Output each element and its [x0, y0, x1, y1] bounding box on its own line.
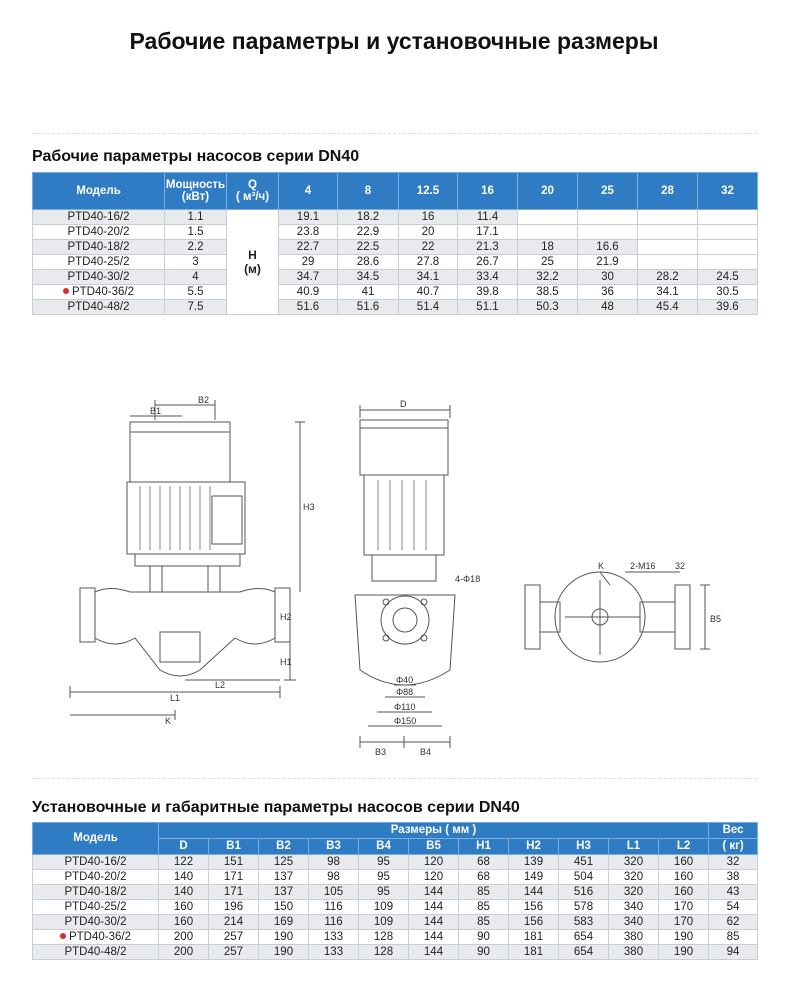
dimension-cell: 340: [609, 900, 659, 915]
dim-col-header: H1: [459, 839, 509, 855]
head-value-cell: 21.3: [458, 240, 518, 255]
model-name: PTD40-18/2: [64, 885, 127, 898]
head-value-cell: 19.1: [279, 210, 338, 225]
dimension-cell: 170: [659, 915, 709, 930]
power-cell: 7.5: [165, 300, 227, 315]
highlight-dot-icon: [63, 288, 69, 294]
col-model-header: Модель: [33, 173, 165, 210]
table-row: [33, 210, 758, 225]
head-value-cell: 34.1: [638, 285, 698, 300]
dim-d110: Φ110: [394, 702, 416, 712]
col-model-header: Модель: [33, 823, 159, 855]
head-value-cell: 21.9: [578, 255, 638, 270]
dim-b4: B4: [420, 747, 432, 757]
dim-col-header: L2: [659, 839, 709, 855]
model-name: PTD40-30/2: [67, 270, 130, 283]
dimension-cell: 38: [709, 870, 758, 885]
col-q-header: [227, 173, 279, 210]
model-cell: [33, 945, 159, 960]
dim-col-header: H2: [509, 839, 559, 855]
head-value-cell: 48: [578, 300, 638, 315]
table-row: [33, 885, 758, 900]
table-row: [33, 255, 758, 270]
flow-header: 8: [338, 173, 399, 210]
dimension-cell: 156: [509, 915, 559, 930]
head-unit: (м): [244, 262, 261, 276]
dimension-cell: 654: [559, 945, 609, 960]
dim-col-header: B2: [259, 839, 309, 855]
head-value-cell: 51.6: [338, 300, 399, 315]
dimension-cell: 320: [609, 885, 659, 900]
dim-bolts: 4-Φ18: [455, 574, 481, 584]
dimension-cell: 320: [609, 855, 659, 870]
dim-d: D: [400, 399, 407, 409]
head-value-cell: 39.8: [458, 285, 518, 300]
dimension-cell: 196: [209, 900, 259, 915]
dimension-cell: 654: [559, 930, 609, 945]
dimension-cell: 54: [709, 900, 758, 915]
dimension-cell: 149: [509, 870, 559, 885]
inlet-flange: [80, 588, 95, 642]
head-value-cell: 34.7: [279, 270, 338, 285]
model-name: PTD40-36/2: [68, 930, 131, 943]
model-cell: [33, 885, 159, 900]
dimension-cell: 200: [159, 945, 209, 960]
head-value-cell: 28.6: [338, 255, 399, 270]
dimension-cell: 133: [309, 930, 359, 945]
table-row: [33, 240, 758, 255]
dimension-cell: 160: [159, 900, 209, 915]
dimension-cell: 200: [159, 930, 209, 945]
dim-b2: B2: [198, 395, 210, 405]
weight-unit-header: ( кг): [709, 839, 758, 855]
head-value-cell: [638, 225, 698, 240]
head-value-cell: 51.1: [458, 300, 518, 315]
head-value-cell: [698, 255, 758, 270]
dim-l1: L1: [170, 693, 181, 703]
dimension-cell: 150: [259, 900, 309, 915]
table-row: [33, 915, 758, 930]
model-name: PTD40-16/2: [64, 855, 127, 868]
dimension-cell: 190: [259, 930, 309, 945]
dimension-cell: 85: [709, 930, 758, 945]
dimension-cell: 151: [209, 855, 259, 870]
dimension-cell: 105: [309, 885, 359, 900]
head-value-cell: [698, 225, 758, 240]
head-value-cell: 24.5: [698, 270, 758, 285]
dimension-cell: 43: [709, 885, 758, 900]
power-label: Мощность: [165, 178, 226, 191]
top-outlet-flange: [675, 585, 690, 649]
dimension-cell: 257: [209, 930, 259, 945]
dimension-cell: 257: [209, 945, 259, 960]
dimension-cell: 144: [409, 915, 459, 930]
dimension-cell: 139: [509, 855, 559, 870]
head-value-cell: 40.9: [279, 285, 338, 300]
dim-h1: H1: [280, 657, 292, 667]
dimension-cell: 380: [609, 945, 659, 960]
dimension-cell: 128: [359, 945, 409, 960]
head-value-cell: [578, 225, 638, 240]
dim-b1: B1: [150, 406, 162, 416]
dimension-cell: 190: [659, 945, 709, 960]
dimension-cell: 98: [309, 870, 359, 885]
head-value-cell: 41: [338, 285, 399, 300]
dim-col-header: H3: [559, 839, 609, 855]
dim-col-header: L1: [609, 839, 659, 855]
motor-fan-cover: [130, 422, 230, 482]
dimension-cell: 122: [159, 855, 209, 870]
model-cell: [33, 210, 165, 225]
dimension-cell: 68: [459, 870, 509, 885]
model-name: PTD40-20/2: [67, 225, 130, 238]
head-value-cell: 25: [518, 255, 578, 270]
head-value-cell: 45.4: [638, 300, 698, 315]
performance-table-title: Рабочие параметры насосов серии DN40: [32, 148, 360, 165]
col-power-header: [165, 173, 227, 210]
model-cell: [33, 285, 165, 300]
model-name: PTD40-25/2: [64, 900, 127, 913]
dimension-cell: 140: [159, 870, 209, 885]
dimension-cell: 85: [459, 885, 509, 900]
table-row: [33, 855, 758, 870]
front-motor-body: [364, 475, 444, 555]
dimension-cell: 144: [409, 930, 459, 945]
dimension-cell: 95: [359, 855, 409, 870]
dimension-cell: 583: [559, 915, 609, 930]
dimensions-table: [32, 822, 758, 960]
table-row: [33, 300, 758, 315]
dim-32: 32: [675, 561, 686, 571]
head-value-cell: 33.4: [458, 270, 518, 285]
dim-col-header: B5: [409, 839, 459, 855]
dimension-cell: 140: [159, 885, 209, 900]
head-value-cell: 22.9: [338, 225, 399, 240]
dimension-cell: 128: [359, 930, 409, 945]
dimension-cell: 181: [509, 930, 559, 945]
table-row: [33, 900, 758, 915]
dim-col-header: B4: [359, 839, 409, 855]
head-value-cell: 20: [399, 225, 458, 240]
dimension-cell: 160: [159, 915, 209, 930]
dim-d88: Φ88: [396, 687, 414, 697]
divider: [32, 778, 757, 779]
coupling-bracket: [150, 566, 220, 592]
table-row: [33, 225, 758, 240]
head-value-cell: 51.6: [279, 300, 338, 315]
head-value-cell: [698, 240, 758, 255]
table-row: [33, 285, 758, 300]
dimension-cell: 32: [709, 855, 758, 870]
dimension-cell: 169: [259, 915, 309, 930]
dimension-cell: 116: [309, 900, 359, 915]
dim-d150: Φ150: [394, 716, 417, 726]
model-name: PTD40-48/2: [67, 300, 130, 313]
dimension-cell: 85: [459, 900, 509, 915]
dimension-cell: 95: [359, 870, 409, 885]
model-name: PTD40-20/2: [64, 870, 127, 883]
table-row: [33, 870, 758, 885]
dimensions-table-title: Установочные и габаритные параметры насосов серии DN40: [32, 799, 520, 816]
flow-header: 28: [638, 173, 698, 210]
dimension-cell: 62: [709, 915, 758, 930]
q-unit: ( м³/ч): [235, 191, 270, 203]
head-label-cell: [227, 210, 279, 315]
head-value-cell: 29: [279, 255, 338, 270]
dimension-cell: 95: [359, 885, 409, 900]
power-unit: (кВт): [181, 191, 210, 203]
dimension-cell: 181: [509, 945, 559, 960]
dimension-cell: 90: [459, 945, 509, 960]
weight-header: Вес: [709, 823, 758, 839]
dimension-cell: 144: [409, 945, 459, 960]
flow-header: 32: [698, 173, 758, 210]
dim-b3: B3: [375, 747, 387, 757]
dimension-cell: 120: [409, 870, 459, 885]
flow-header: 4: [279, 173, 338, 210]
power-cell: 5.5: [165, 285, 227, 300]
top-inlet-flange: [525, 585, 540, 649]
model-cell: [33, 855, 159, 870]
highlight-dot-icon: [60, 933, 66, 939]
dimension-cell: 190: [659, 930, 709, 945]
model-cell: [33, 270, 165, 285]
dimension-cell: 120: [409, 855, 459, 870]
head-value-cell: 27.8: [399, 255, 458, 270]
head-value-cell: 17.1: [458, 225, 518, 240]
dimension-cell: 190: [259, 945, 309, 960]
dimension-cell: 109: [359, 915, 409, 930]
head-value-cell: 28.2: [638, 270, 698, 285]
model-cell: [33, 300, 165, 315]
dim-col-header: B3: [309, 839, 359, 855]
flow-header: 16: [458, 173, 518, 210]
model-name: PTD40-36/2: [71, 285, 134, 298]
dimension-cell: 214: [209, 915, 259, 930]
dim-h2: H2: [280, 612, 292, 622]
dimension-cell: 137: [259, 885, 309, 900]
dimension-cell: 144: [409, 885, 459, 900]
dimension-cell: 160: [659, 870, 709, 885]
head-value-cell: [638, 210, 698, 225]
model-cell: [33, 240, 165, 255]
head-value-cell: 22.7: [279, 240, 338, 255]
dimension-cell: 94: [709, 945, 758, 960]
head-value-cell: 36: [578, 285, 638, 300]
head-value-cell: 18: [518, 240, 578, 255]
head-value-cell: 30.5: [698, 285, 758, 300]
terminal-box: [212, 496, 242, 544]
head-value-cell: [518, 210, 578, 225]
model-cell: [33, 900, 159, 915]
model-cell: [33, 870, 159, 885]
model-cell: [33, 915, 159, 930]
power-cell: 1.5: [165, 225, 227, 240]
dimension-cell: 98: [309, 855, 359, 870]
head-value-cell: [698, 210, 758, 225]
dim-l2: L2: [215, 680, 226, 690]
dimension-cell: 320: [609, 870, 659, 885]
sizes-header: Размеры ( мм ): [159, 823, 709, 839]
dimension-cell: 170: [659, 900, 709, 915]
divider: [32, 133, 757, 134]
dimension-cell: 160: [659, 855, 709, 870]
head-value-cell: 18.2: [338, 210, 399, 225]
power-cell: 4: [165, 270, 227, 285]
table-row: [33, 945, 758, 960]
dimension-cell: 144: [409, 900, 459, 915]
dim-col-header: D: [159, 839, 209, 855]
dim-d40: Φ40: [396, 675, 414, 685]
dimension-cell: 137: [259, 870, 309, 885]
model-name: PTD40-16/2: [67, 210, 130, 223]
dimension-cell: 156: [509, 900, 559, 915]
dimension-cell: 516: [559, 885, 609, 900]
performance-table: [32, 172, 758, 315]
dimension-cell: 90: [459, 930, 509, 945]
head-value-cell: 22.5: [338, 240, 399, 255]
dim-b5: B5: [710, 614, 722, 624]
head-value-cell: 51.4: [399, 300, 458, 315]
head-value-cell: 23.8: [279, 225, 338, 240]
dimension-cell: 85: [459, 915, 509, 930]
head-value-cell: 11.4: [458, 210, 518, 225]
head-value-cell: [638, 255, 698, 270]
head-value-cell: [518, 225, 578, 240]
head-value-cell: 16.6: [578, 240, 638, 255]
flow-header: 20: [518, 173, 578, 210]
dimension-cell: 125: [259, 855, 309, 870]
model-cell: [33, 255, 165, 270]
dim-col-header: B1: [209, 839, 259, 855]
model-cell: [33, 225, 165, 240]
head-value-cell: 39.6: [698, 300, 758, 315]
motor-body: [127, 482, 245, 554]
head-value-cell: 34.1: [399, 270, 458, 285]
dimension-cell: 380: [609, 930, 659, 945]
page-title: Рабочие параметры и установочные размеры: [129, 28, 659, 54]
model-name: PTD40-18/2: [67, 240, 130, 253]
head-value-cell: [578, 210, 638, 225]
head-value-cell: 16: [399, 210, 458, 225]
model-name: PTD40-30/2: [64, 915, 127, 928]
dimension-cell: 451: [559, 855, 609, 870]
dim-m16: 2-M16: [630, 561, 656, 571]
dimension-cell: 578: [559, 900, 609, 915]
q-label: Q: [248, 178, 257, 191]
head-value-cell: 32.2: [518, 270, 578, 285]
dimension-cell: 116: [309, 915, 359, 930]
model-name: PTD40-48/2: [64, 945, 127, 958]
flow-header: 12.5: [399, 173, 458, 210]
dimension-cell: 144: [509, 885, 559, 900]
power-cell: 2.2: [165, 240, 227, 255]
dimension-cell: 504: [559, 870, 609, 885]
pump-dimension-drawing: [0, 370, 788, 790]
head-value-cell: [638, 240, 698, 255]
dimension-cell: 160: [659, 885, 709, 900]
dim-k-top: K: [598, 561, 605, 571]
table-row: [33, 930, 758, 945]
model-name: PTD40-25/2: [67, 255, 130, 268]
dimension-cell: 340: [609, 915, 659, 930]
dimension-cell: 133: [309, 945, 359, 960]
power-cell: 1.1: [165, 210, 227, 225]
head-value-cell: 30: [578, 270, 638, 285]
head-value-cell: 26.7: [458, 255, 518, 270]
flow-header: 25: [578, 173, 638, 210]
dimension-cell: 171: [209, 870, 259, 885]
dimension-cell: 171: [209, 885, 259, 900]
head-value-cell: 34.5: [338, 270, 399, 285]
dimension-cell: 68: [459, 855, 509, 870]
table-row: [33, 270, 758, 285]
head-value-cell: 50.3: [518, 300, 578, 315]
dim-h3: H3: [303, 502, 315, 512]
dim-k: K: [165, 716, 172, 726]
head-value-cell: 38.5: [518, 285, 578, 300]
head-value-cell: 40.7: [399, 285, 458, 300]
head-value-cell: 22: [399, 240, 458, 255]
dimension-cell: 109: [359, 900, 409, 915]
power-cell: 3: [165, 255, 227, 270]
model-cell: [33, 930, 159, 945]
head-label: H: [248, 248, 257, 262]
